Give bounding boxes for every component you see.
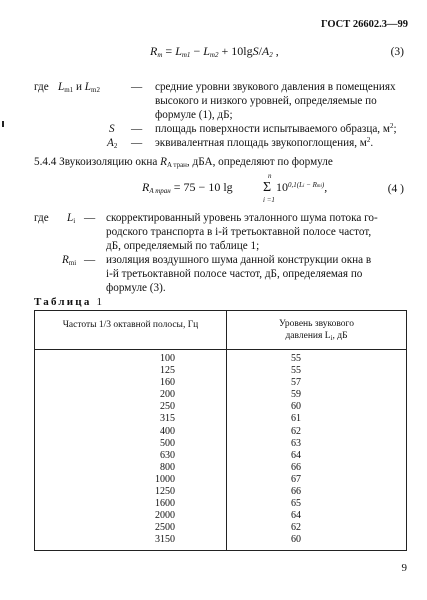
rmi-definition: изоляция воздушного шума данной конструкции окна в i-й третьоктавной полосе частот, дБ, определяемая по формуле (3). [106,254,372,294]
frequency-cell: 3150 [155,534,175,546]
frequency-cell: 630 [160,449,175,461]
frequency-cell: 500 [160,437,175,449]
frequency-cell: 1600 [155,498,175,510]
sum-sign: Σ [263,180,272,195]
dash: — [84,212,96,224]
data-table [34,310,407,551]
level-cell: 55 [291,365,301,377]
page-number: 9 [401,562,407,574]
frequency-cell: 400 [160,425,175,437]
s-definition: площадь поверхности испытываемого образца, $м^2$; [155,122,397,135]
table-row [35,534,406,546]
table-row [35,462,406,474]
level-cell: 64 [291,449,301,461]
dash: — [84,254,96,266]
level-cell: 55 [291,353,301,364]
level-cell: 64 [291,510,301,522]
sum-lower-limit: i =1 [263,196,275,204]
table-header-rule [35,349,406,350]
level-cell: 67 [291,473,301,485]
frequency-cell: 200 [160,389,175,401]
frequency-cell: 1250 [155,486,175,498]
table-row [35,450,406,462]
formula-4-power: $10^{0,1(Li - Rmi)}$, [276,180,328,194]
level-cell: 61 [291,413,301,425]
sum-upper-limit: n [268,172,272,180]
level-cell: 66 [291,486,301,498]
dash: — [131,137,143,149]
frequency-cell: 1000 [155,473,175,485]
table-row [35,377,406,389]
frequency-cell: 125 [160,365,175,377]
table-row [35,474,406,486]
level-cell: 62 [291,522,301,534]
li-definition: скорректированный уровень эталонного шума потока го- родского транспорта в i-й третьоктавной полосе частот, дБ, определяемый по таблице 1; [106,212,378,252]
rmi-symbol: Rmi [62,254,77,267]
where-label: где [34,81,49,93]
table-row [35,486,406,498]
table-row [35,522,406,534]
document-id-header: ГОСТ 26602.3—99 [320,19,408,30]
level-cell: 66 [291,461,301,473]
a2-definition: эквивалентная площадь звукопоглощения, $м^2$. [155,136,374,149]
frequency-cell: 2000 [155,510,175,522]
margin-mark [2,121,4,127]
level-cell: 59 [291,389,301,401]
table-row [35,510,406,522]
formula-4-number: (4 ) [387,183,404,195]
s-symbol: S [109,123,115,135]
formula-3-number: (3) [390,46,404,58]
table-row [35,413,406,425]
frequency-cell: 2500 [155,522,175,534]
frequency-cell: 800 [160,461,175,473]
table-row [35,389,406,401]
table-row [35,426,406,438]
level-cell: 60 [291,401,301,413]
table-body [35,353,406,547]
dash: — [131,123,143,135]
table-row [35,365,406,377]
frequency-cell: 160 [160,377,175,389]
level-cell: 62 [291,425,301,437]
table-row [35,498,406,510]
where-label-2: где [34,212,49,224]
table-row [35,401,406,413]
formula-3: Rm = Lm1 − Lm2 + 10lgS/A2 , [150,44,279,59]
level-cell: 57 [291,377,301,389]
lm-symbols: Lm1 и Lm2 [58,81,100,94]
frequency-cell: 100 [160,353,175,364]
col-header-frequency: Частоты 1/3 октавной полосы, Гц [62,320,199,330]
a2-symbol: A2 [107,137,118,150]
frequency-cell: 315 [160,413,175,425]
level-cell: 65 [291,498,301,510]
paragraph-5-4-4: 5.4.4 Звукоизоляцию окна RA тран, дБА, определяют по формуле [34,156,333,169]
dash: — [131,81,143,93]
table-title: Таблица 1 [34,296,105,308]
table-row [35,438,406,450]
table-row [35,353,406,365]
level-cell: 63 [291,437,301,449]
lm-definition: средние уровни звукового давления в помещениях высокого и низкого уровней, определяемые по формуле (1), дБ; [155,81,396,121]
level-cell: 60 [291,534,301,546]
col-header-level: Уровень звукового давления $L_i$, дБ [279,319,354,342]
frequency-cell: 250 [160,401,175,413]
formula-4: RA тран = 75 − 10 lg [142,180,233,195]
li-symbol: Li [67,212,76,225]
